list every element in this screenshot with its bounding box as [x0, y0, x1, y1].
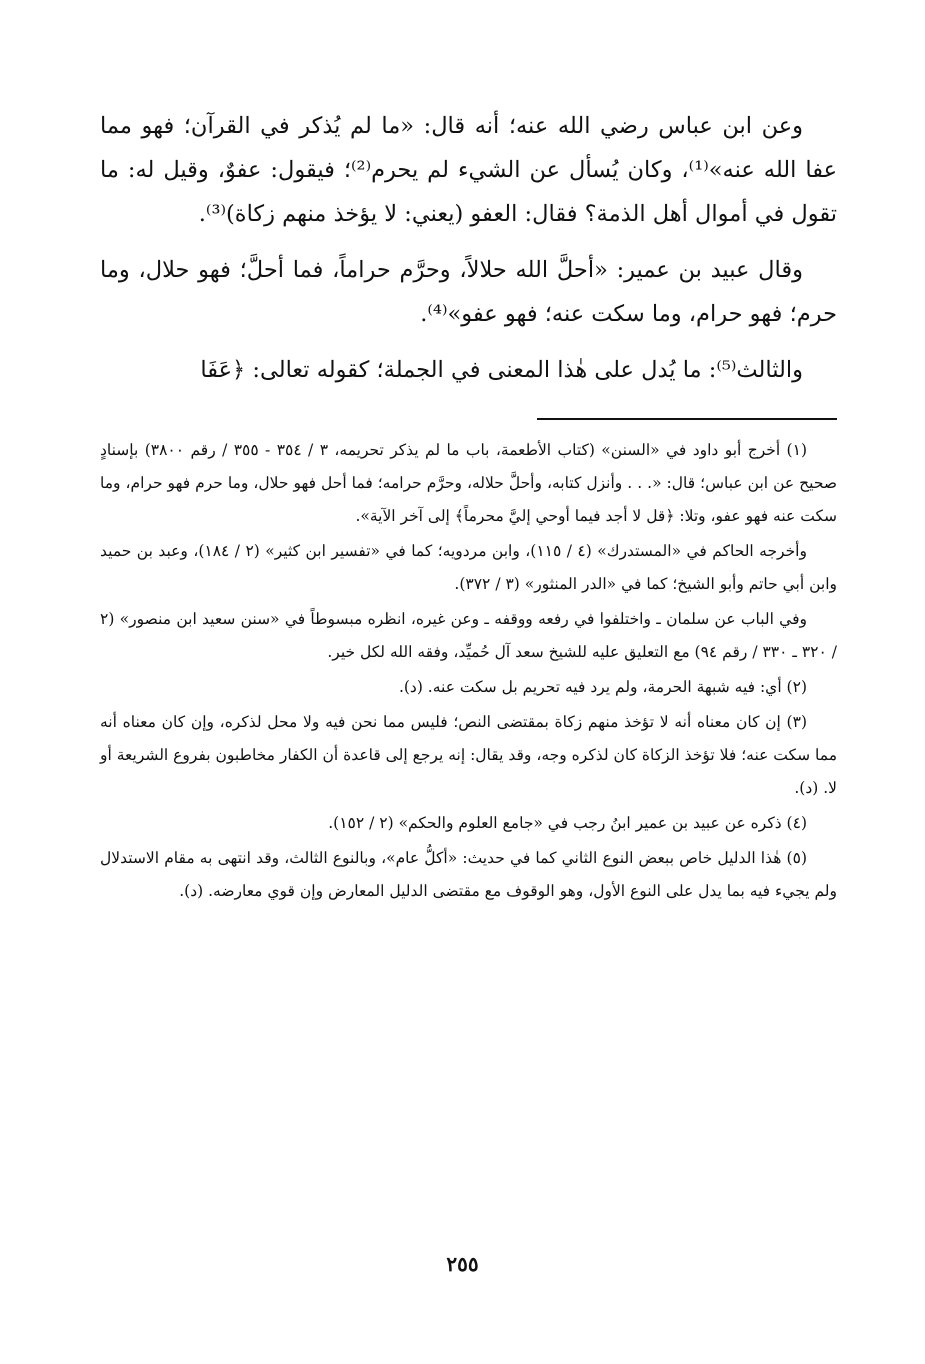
- main-paragraph-2: وقال عبيد بن عمير: «أحلَّ الله حلالاً، وحرَّم حراماً، فما أحلَّ؛ فهو حلال، وما حرم؛ فهو حرام، وما سكت عنه؛ فهو عفو»⁽⁴⁾.: [100, 257, 837, 327]
- footnote-1-continued-2: وفي الباب عن سلمان ـ واختلفوا في رفعه ووقفه ـ وعن غيره، انظره مبسوطاً في «سنن سعيد ابن منصور» (٢ / ٣٢٠ ـ ٣٣٠ / رقم ٩٤) مع التعليق عليه للشيخ سعد آل حُميِّد، وفقه الله لكل خير.: [100, 610, 837, 661]
- main-text: [100, 104, 837, 392]
- main-paragraph-3: والثالث⁽⁵⁾: ما يُدل على هٰذا المعنى في الجملة؛ كقوله تعالى: ﴿عَفَا: [200, 357, 803, 383]
- footnote-2: (٢) أي: فيه شبهة الحرمة، ولم يرد فيه تحريم بل سكت عنه. (د).: [398, 678, 807, 696]
- page-number: ٢٥٥: [446, 1252, 479, 1276]
- footnote-separator: [537, 418, 837, 420]
- footnote-3: (٣) إن كان معناه أنه لا تؤخذ منهم زكاة بمقتضى النص؛ فليس مما نحن فيه ولا محل لذكره، وإن كان معناه أنه مما سكت عنه؛ فلا تؤخذ الزكاة كان لذكره وجه، وقد يقال: إنه يرجع إلى قاعدة أن الكفار مخاطبون بفروع الشريعة أو لا. (د).: [100, 713, 837, 797]
- main-paragraph-1: وعن ابن عباس رضي الله عنه؛ أنه قال: «ما لم يُذكر في القرآن؛ فهو مما عفا الله عنه»⁽¹⁾، وكان يُسأل عن الشيء لم يحرم⁽²⁾؛ فيقول: عفوٌ، وقيل له: ما تقول في أموال أهل الذمة؟ فقال: العفو (يعني: لا يؤخذ منهم زكاة)⁽³⁾.: [100, 113, 837, 227]
- footnote-1-continued: وأخرجه الحاكم في «المستدرك» (٤ / ١١٥)، وابن مردويه؛ كما في «تفسير ابن كثير» (٢ / ١٨٤)، وعبد بن حميد وابن أبي حاتم وأبو الشيخ؛ كما في «الدر المنثور» (٣ / ٣٧٢).: [100, 542, 837, 593]
- footnote-1: (١) أخرج أبو داود في «السنن» (كتاب الأطعمة، باب ما لم يذكر تحريمه، ٣ / ٣٥٤ - ٣٥٥ / رقم ٣٨٠٠) بإسنادٍ صحيح عن ابن عباس؛ قال: «. . . وأنزل كتابه، وأحلَّ حلاله، وحرَّم حرامه؛ فما أحل فهو حلال، وما حرم فهو حرام، وما سكت عنه فهو عفو، وتلا: ﴿قل لا أجد فيما أوحي إليَّ محرماً﴾ إلى آخر الآية».: [100, 441, 837, 525]
- footnote-4: (٤) ذكره عن عبيد بن عمير ابنُ رجب في «جامع العلوم والحكم» (٢ / ١٥٢).: [328, 814, 807, 832]
- footnote-5: (٥) هٰذا الدليل خاص ببعض النوع الثاني كما في حديث: «أكلُّ عام»، وبالنوع الثالث، وقد انتهى به مقام الاستدلال ولم يجيء فيه بما يدل على النوع الأول، وهو الوقوف مع مقتضى الدليل المعارض وإن قوي معارضه. (د).: [100, 849, 837, 900]
- footnotes: [100, 434, 837, 908]
